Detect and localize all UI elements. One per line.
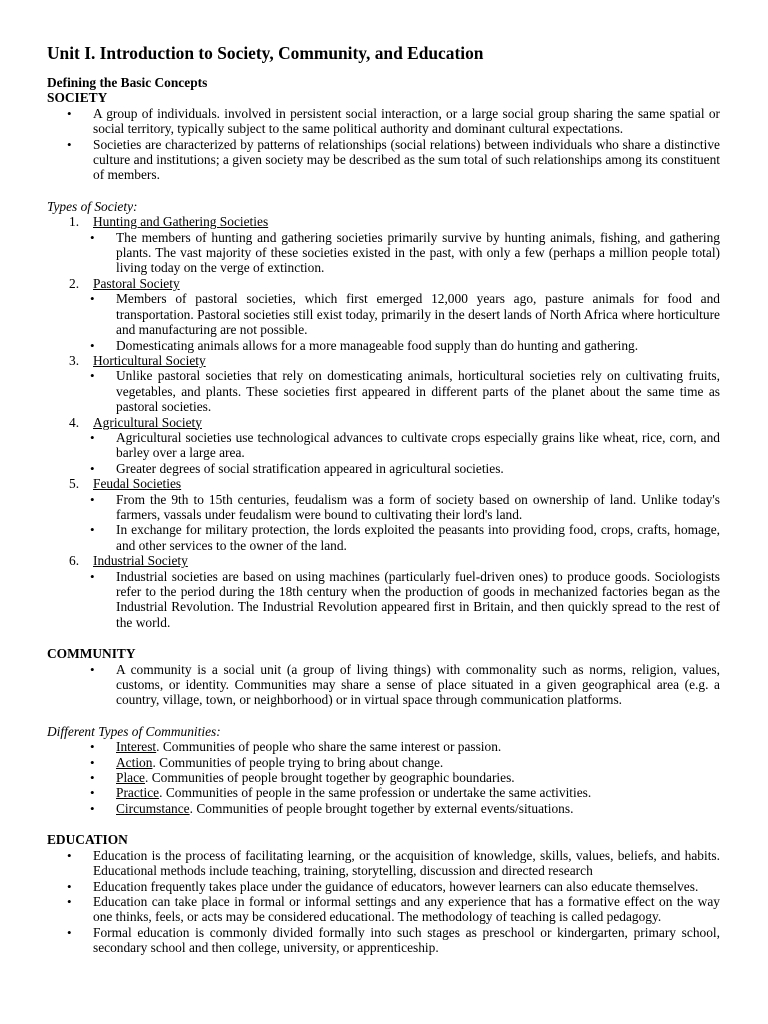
bullet-icon: • [90,770,95,786]
society-type-name: Feudal Societies [93,476,182,492]
bullet-icon: • [90,229,95,245]
list-item: • Industrial societies are based on using machines (particularly fuel-driven ones) to produce goods. Sociologists refer to the period during the 18th century when the production of goods in mechanized factories began as the Industrial Revolution. The Industrial Revolution appeared first in Britain, and then quickly spread to the rest of the world. [90,568,720,630]
bullet-icon: • [90,800,95,816]
society-type-item: 4. Agricultural Society • Agricultural societies use technological advances to cultivate crops especially grains like wheat, rice, corn, and barley over a large area. • Greater degrees of social stratification appeared in agricultural societies. [47,415,720,477]
society-type-name: Industrial Society [93,553,188,569]
list-item: • Circumstance. Communities of people brought together by external events/situations. [90,800,574,816]
community-type-name: Place [116,770,145,786]
community-type-name: Interest [116,739,157,755]
page-title: Unit I. Introduction to Society, Community, and Education [47,43,484,63]
list-item: • Action. Communities of people trying to bring about change. [90,754,444,770]
society-type-item: 2. Pastoral Society • Members of pastoral societies, which first emerged 12,000 years ago, pasture animals for food and transportation. Pastoral societies still exist today, primarily in the desert lands of North Africa where horticulture and manufacturing are not possible. • Domesticating animals allows for a more manageable food supply than do hunting and gathering. [47,276,720,353]
list-item: • A group of individuals. involved in persistent social interaction, or a large social group sharing the same spatial or social territory, typically subject to the same political authority and dominant cultural expectations. [67,105,720,137]
society-type-item: 1. Hunting and Gathering Societies • The members of hunting and gathering societies primarily survive by hunting animals, fishing, and gathering plants. The vast majority of these societies existed in the past, with only a few (perhaps a million people total) living today on the verge of extinction. [47,214,720,276]
list-item: • A community is a social unit (a group of living things) with commonality such as norms, religion, values, customs, or identity. Communities may share a sense of place situated in a given geographical area (e.g. a country, village, town, or neighborhood) or in virtual space through communication platforms. [90,661,720,708]
list-item: • Domesticating animals allows for a more manageable food supply than do hunting and gathering. [90,337,639,353]
education-bullets [47,848,720,956]
society-types-list [47,214,720,630]
community-type-name: Action [116,754,153,770]
types-of-society-label: Types of Society: [47,198,138,214]
list-item: • The members of hunting and gathering societies primarily survive by hunting animals, fishing, and gathering plants. The vast majority of these societies existed in the past, with only a few (perhaps a million people total) living today on the verge of extinction. [90,229,720,276]
society-type-name: Hunting and Gathering Societies [93,214,269,230]
society-type-name: Horticultural Society [93,352,206,368]
community-type-name: Practice [116,785,160,801]
list-item: • Greater degrees of social stratification appeared in agricultural societies. [90,460,504,476]
bullet-icon: • [90,661,95,677]
list-item: • Societies are characterized by patterns of relationships (social relations) between individuals who share a distinctive culture and institutions; a given society may be described as the sum total of such relationships among its constituent of members. [67,136,720,183]
bullet-icon: • [90,754,95,770]
bullet-icon: • [67,924,72,940]
list-item: • Place. Communities of people brought together by geographic boundaries. [90,770,515,786]
society-type-name: Pastoral Society [93,275,180,291]
bullet-icon: • [90,491,95,507]
list-item: • Practice. Communities of people in the same profession or undertake the same activities. [90,785,592,801]
list-item: • In exchange for military protection, the lords exploited the peasants into providing food, crops, crafts, homage, and other services to the owner of the land. [90,522,720,553]
list-item: • Formal education is commonly divided formally into such stages as preschool or kindergarten, primary school, secondary school and then college, university, or apprenticeship. [67,924,720,956]
society-type-item: 5. Feudal Societies • From the 9th to 15th centuries, feudalism was a form of society based on ownership of land. Unlike today's farmers, vassals under feudalism were bound to cultivating their lord's land. • In exchange for military protection, the lords exploited the peasants into providing food, crops, crafts, homage, and other services to the owner of the land. [47,476,720,553]
list-item: • From the 9th to 15th centuries, feudalism was a form of society based on ownership of land. Unlike today's farmers, vassals under feudalism were bound to cultivating their lord's land. [90,491,720,522]
list-item: • Education frequently takes place under the guidance of educators, however learners can also educate themselves. [67,878,699,894]
society-type-item: 6. Industrial Society • Industrial societies are based on using machines (particularly fuel-driven ones) to produce goods. Sociologists refer to the period during the 18th century when the production of goods in mechanized factories began as the Industrial Revolution. The Industrial Revolution appeared first in Britain, and then quickly spread to the rest of the world. [47,553,720,630]
society-heading: SOCIETY [47,90,108,106]
bullet-icon: • [90,739,95,755]
bullet-icon: • [90,522,95,538]
list-item: • Education is the process of facilitating learning, or the acquisition of knowledge, skills, values, beliefs, and habits. Educational methods include teaching, training, storytelling, discussion and directed research [67,847,720,879]
education-heading: EDUCATION [47,832,128,848]
bullet-icon: • [90,568,95,584]
bullet-icon: • [67,847,72,863]
community-heading: COMMUNITY [47,646,136,662]
list-item: • Unlike pastoral societies that rely on domesticating animals, horticultural societies rely on cultivating fruits, vegetables, and plants. These societies first appeared in different parts of the planet about the same time as pastoral societies. [90,368,720,415]
bullet-icon: • [67,136,72,152]
bullet-icon: • [67,878,72,894]
section-subtitle: Defining the Basic Concepts [47,75,208,90]
community-type-name: Circumstance [116,800,190,816]
society-bullets [47,106,720,183]
bullet-icon: • [90,291,95,307]
list-item: • Members of pastoral societies, which first emerged 12,000 years ago, pasture animals for food and transportation. Pastoral societies still exist today, primarily in the desert lands of North Africa where horticulture and manufacturing are not possible. [90,291,720,338]
bullet-icon: • [90,368,95,384]
community-types-label: Different Types of Communities: [47,723,221,739]
list-item: • Education can take place in formal or informal settings and any experience that has a formative effect on the way one thinks, feels, or acts may be considered educational. The methodology of teaching is called pedagogy. [67,893,720,925]
community-types-list [47,739,720,816]
society-type-item: 3. Horticultural Society • Unlike pastoral societies that rely on domesticating animals, horticultural societies rely on cultivating fruits, vegetables, and plants. These societies first appeared in different parts of the planet about the same time as pastoral societies. [47,353,720,415]
society-type-name: Agricultural Society [93,414,202,430]
bullet-icon: • [90,337,95,353]
bullet-icon: • [90,429,95,445]
list-item: • Agricultural societies use technological advances to cultivate crops especially grains like wheat, rice, corn, and barley over a large area. [90,429,720,461]
bullet-icon: • [67,105,72,121]
bullet-icon: • [90,460,95,476]
bullet-icon: • [67,893,72,909]
list-item: • Interest. Communities of people who share the same interest or passion. [90,739,502,755]
bullet-icon: • [90,785,95,801]
